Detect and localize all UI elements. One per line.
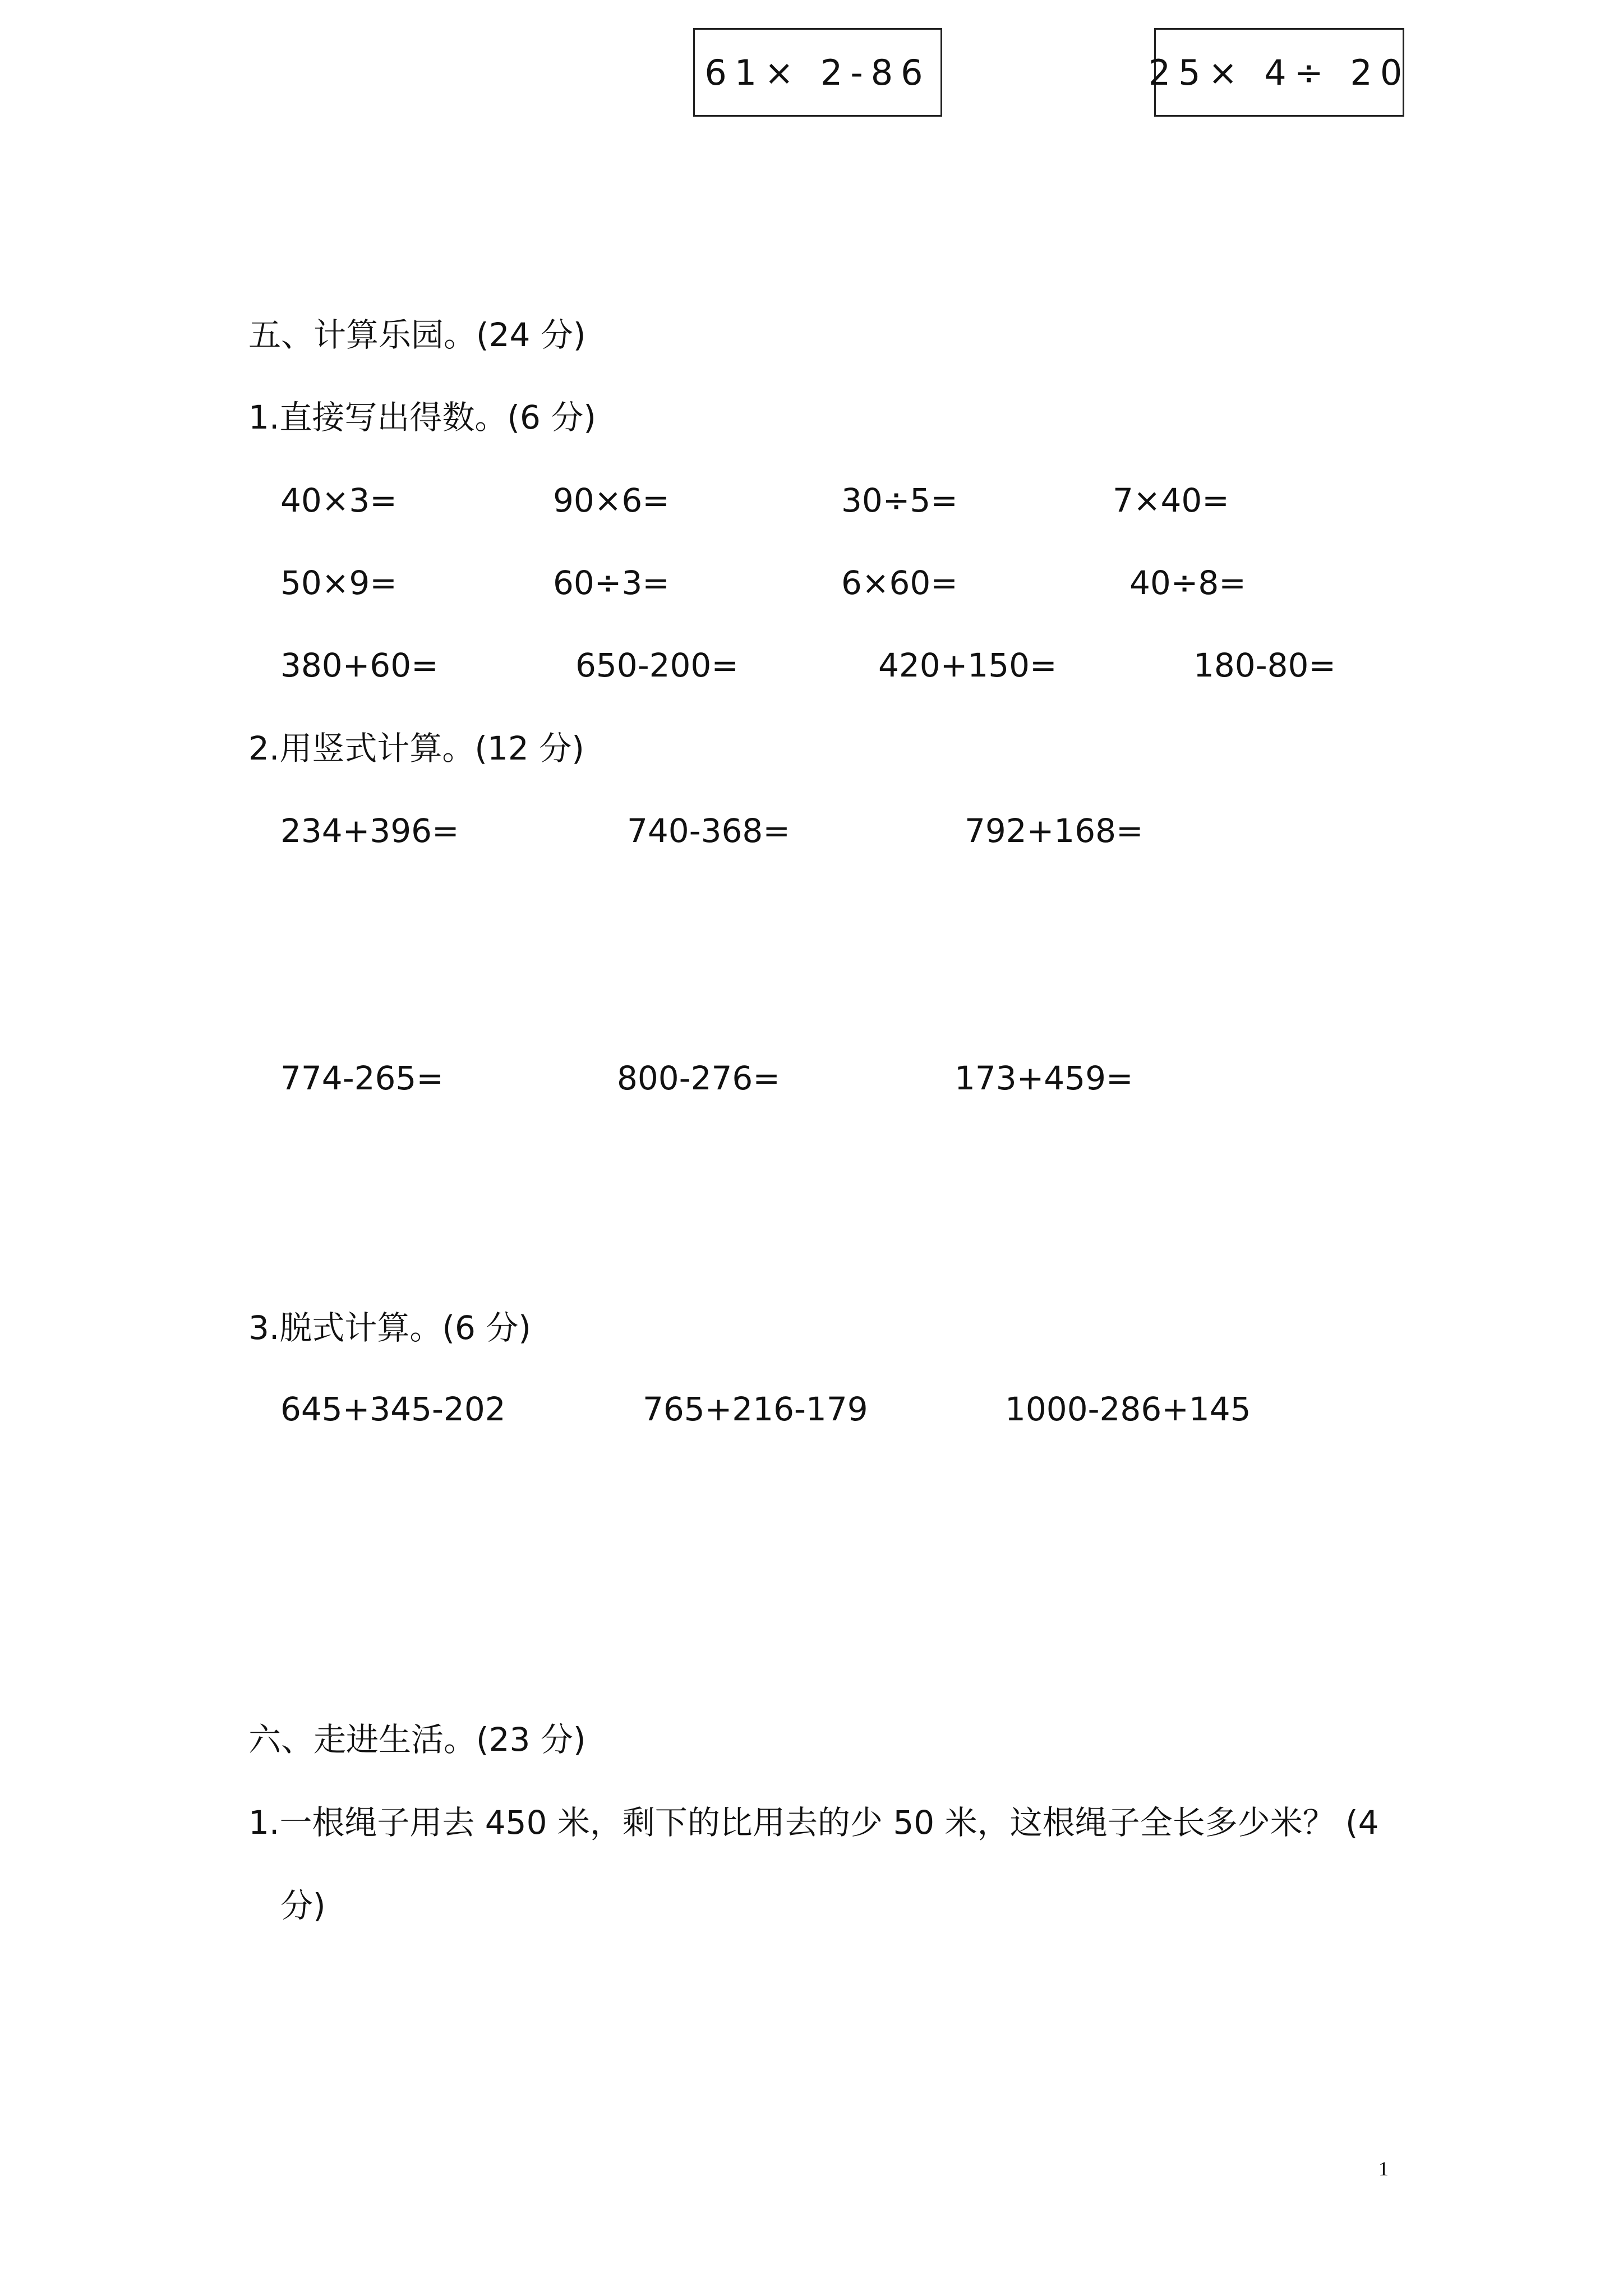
stepwise-calc-item: 645+345-202 [280, 1390, 506, 1428]
oral-item: 90×6= [553, 481, 670, 519]
oral-item: 650-200= [575, 646, 739, 684]
boxed-expression-2: 25× 4÷ 20 [1154, 28, 1404, 117]
oral-item: 6×60= [841, 564, 958, 602]
oral-item: 180-80= [1193, 646, 1336, 684]
vertical-calc-item: 234+396= [280, 812, 459, 850]
part1-title: 1.直接写出得数。(6 分) [248, 398, 596, 436]
vertical-calc-item: 800-276= [617, 1059, 780, 1097]
vertical-calc-item: 740-368= [627, 812, 790, 850]
vertical-calc-item: 774-265= [280, 1059, 444, 1097]
oral-item: 30÷5= [841, 481, 958, 519]
oral-item: 7×40= [1113, 481, 1229, 519]
oral-item: 40÷8= [1129, 564, 1246, 602]
stepwise-calc-item: 765+216-179 [643, 1390, 868, 1428]
word-problem-1-line2: 分) [280, 1887, 326, 1925]
page-number: 1 [1378, 2157, 1389, 2180]
word-problem-1-line1: 1.一根绳子用去 450 米，剩下的比用去的少 50 米，这根绳子全长多少米？ (4 [248, 1803, 1379, 1842]
part2-title: 2.用竖式计算。(12 分) [248, 729, 584, 767]
vertical-calc-item: 792+168= [965, 812, 1144, 850]
oral-item: 50×9= [280, 564, 397, 602]
oral-item: 380+60= [280, 646, 439, 684]
stepwise-calc-item: 1000-286+145 [1005, 1390, 1251, 1428]
oral-item: 420+150= [878, 646, 1057, 684]
section6-title: 六、走进生活。(23 分) [248, 1720, 586, 1759]
oral-item: 40×3= [280, 481, 397, 519]
boxed-expression-1: 61× 2-86 [693, 28, 942, 117]
vertical-calc-item: 173+459= [955, 1059, 1133, 1097]
section5-title: 五、计算乐园。(24 分) [248, 316, 586, 354]
part3-title: 3.脱式计算。(6 分) [248, 1309, 531, 1347]
oral-item: 60÷3= [553, 564, 670, 602]
